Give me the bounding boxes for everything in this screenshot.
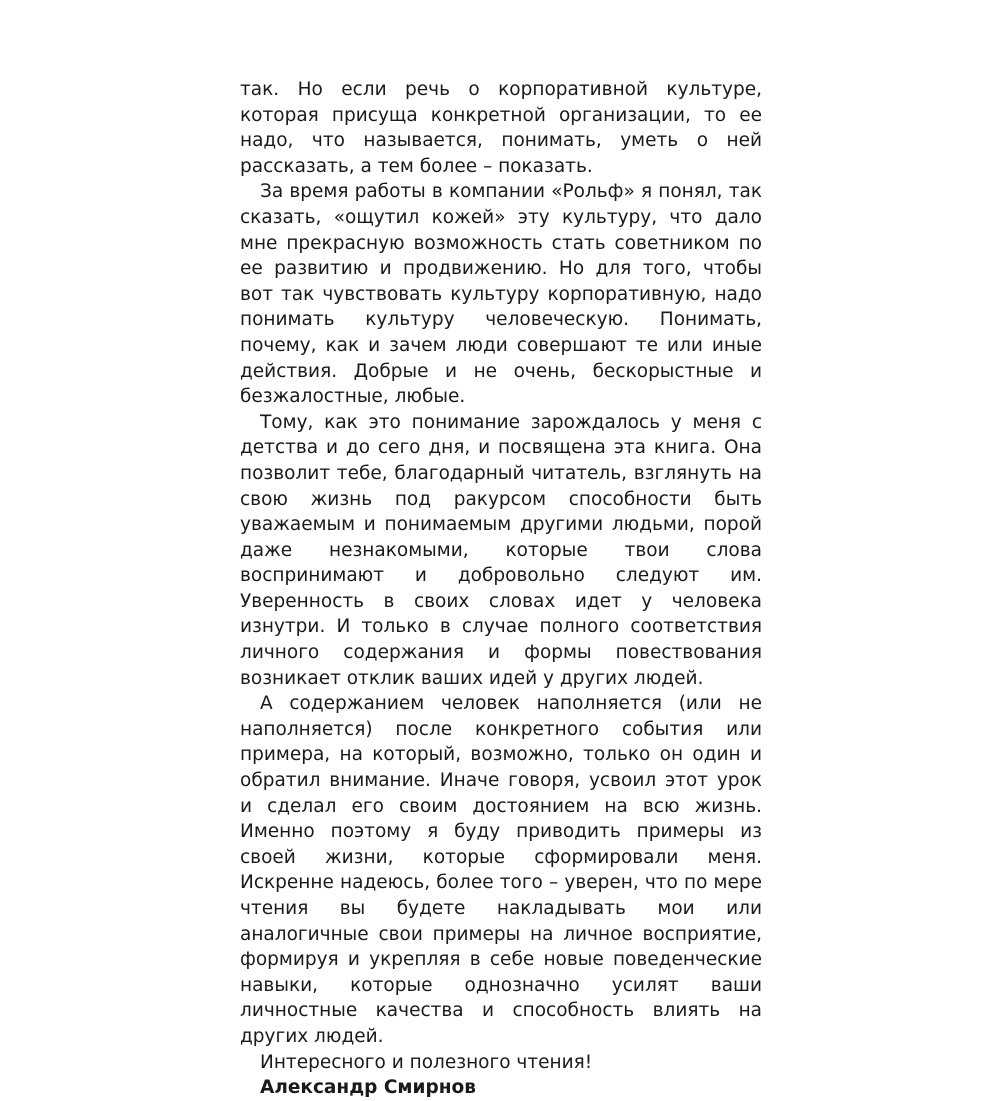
paragraph-book-purpose: Тому, как это понимание зарождалось у меня с детства и до сего дня, и посвящена эта книга. Она позволит тебе, благодарный читатель, взглянуть на свою жизнь под ракурсом способности быть уважаемым и понимаемым другими людьми, порой даже незнакомыми, которые твои слова воспринимают и добровольно следуют им. Уверенность в своих словах идет у человека изнутри. И только в случае полного соответствия личного содержания и формы повествования возникает отклик ваших идей у других людей. — [240, 411, 762, 689]
book-page — [240, 77, 762, 1101]
paragraph-personal-examples: А содержанием человек наполняется (или не наполняется) после конкретного события или примера, на который, возможно, только он один и обратил внимание. Иначе говоря, усвоил этот урок и сделал его своим достоянием на всю жизнь. Именно поэтому я буду приводить примеры из своей жизни, которые сформировали меня. Искренне надеюсь, более того – уверен, что по мере чтения вы будете накладывать мои или аналогичные свои примеры на личное восприятие, формируя и укрепляя в себе новые поведенческие навыки, которые однозначно усилят ваши личностные качества и способность влиять на других людей. — [240, 693, 762, 1047]
author-signature: Александр Смирнов — [260, 1077, 476, 1099]
closing-wish: Интересного и полезного чтения! — [260, 1051, 593, 1073]
paragraph-rolf-experience: За время работы в компании «Рольф» я понял, так сказать, «ощутил кожей» эту культуру, что дало мне прекрасную возможность стать советником по ее развитию и продвижению. Но для того, чтобы вот так чувствовать культуру корпоративную, надо понимать культуру человеческую. Понимать, почему, как и зачем люди совершают те или иные действия. Добрые и не очень, бескорыстные и безжалостные, любые. — [240, 181, 762, 408]
paragraph-continuation: так. Но если речь о корпоративной культуре, которая присуща конкретной организации, то ее надо, что называется, понимать, уметь о ней рассказать, а тем более – показать. — [240, 79, 762, 177]
